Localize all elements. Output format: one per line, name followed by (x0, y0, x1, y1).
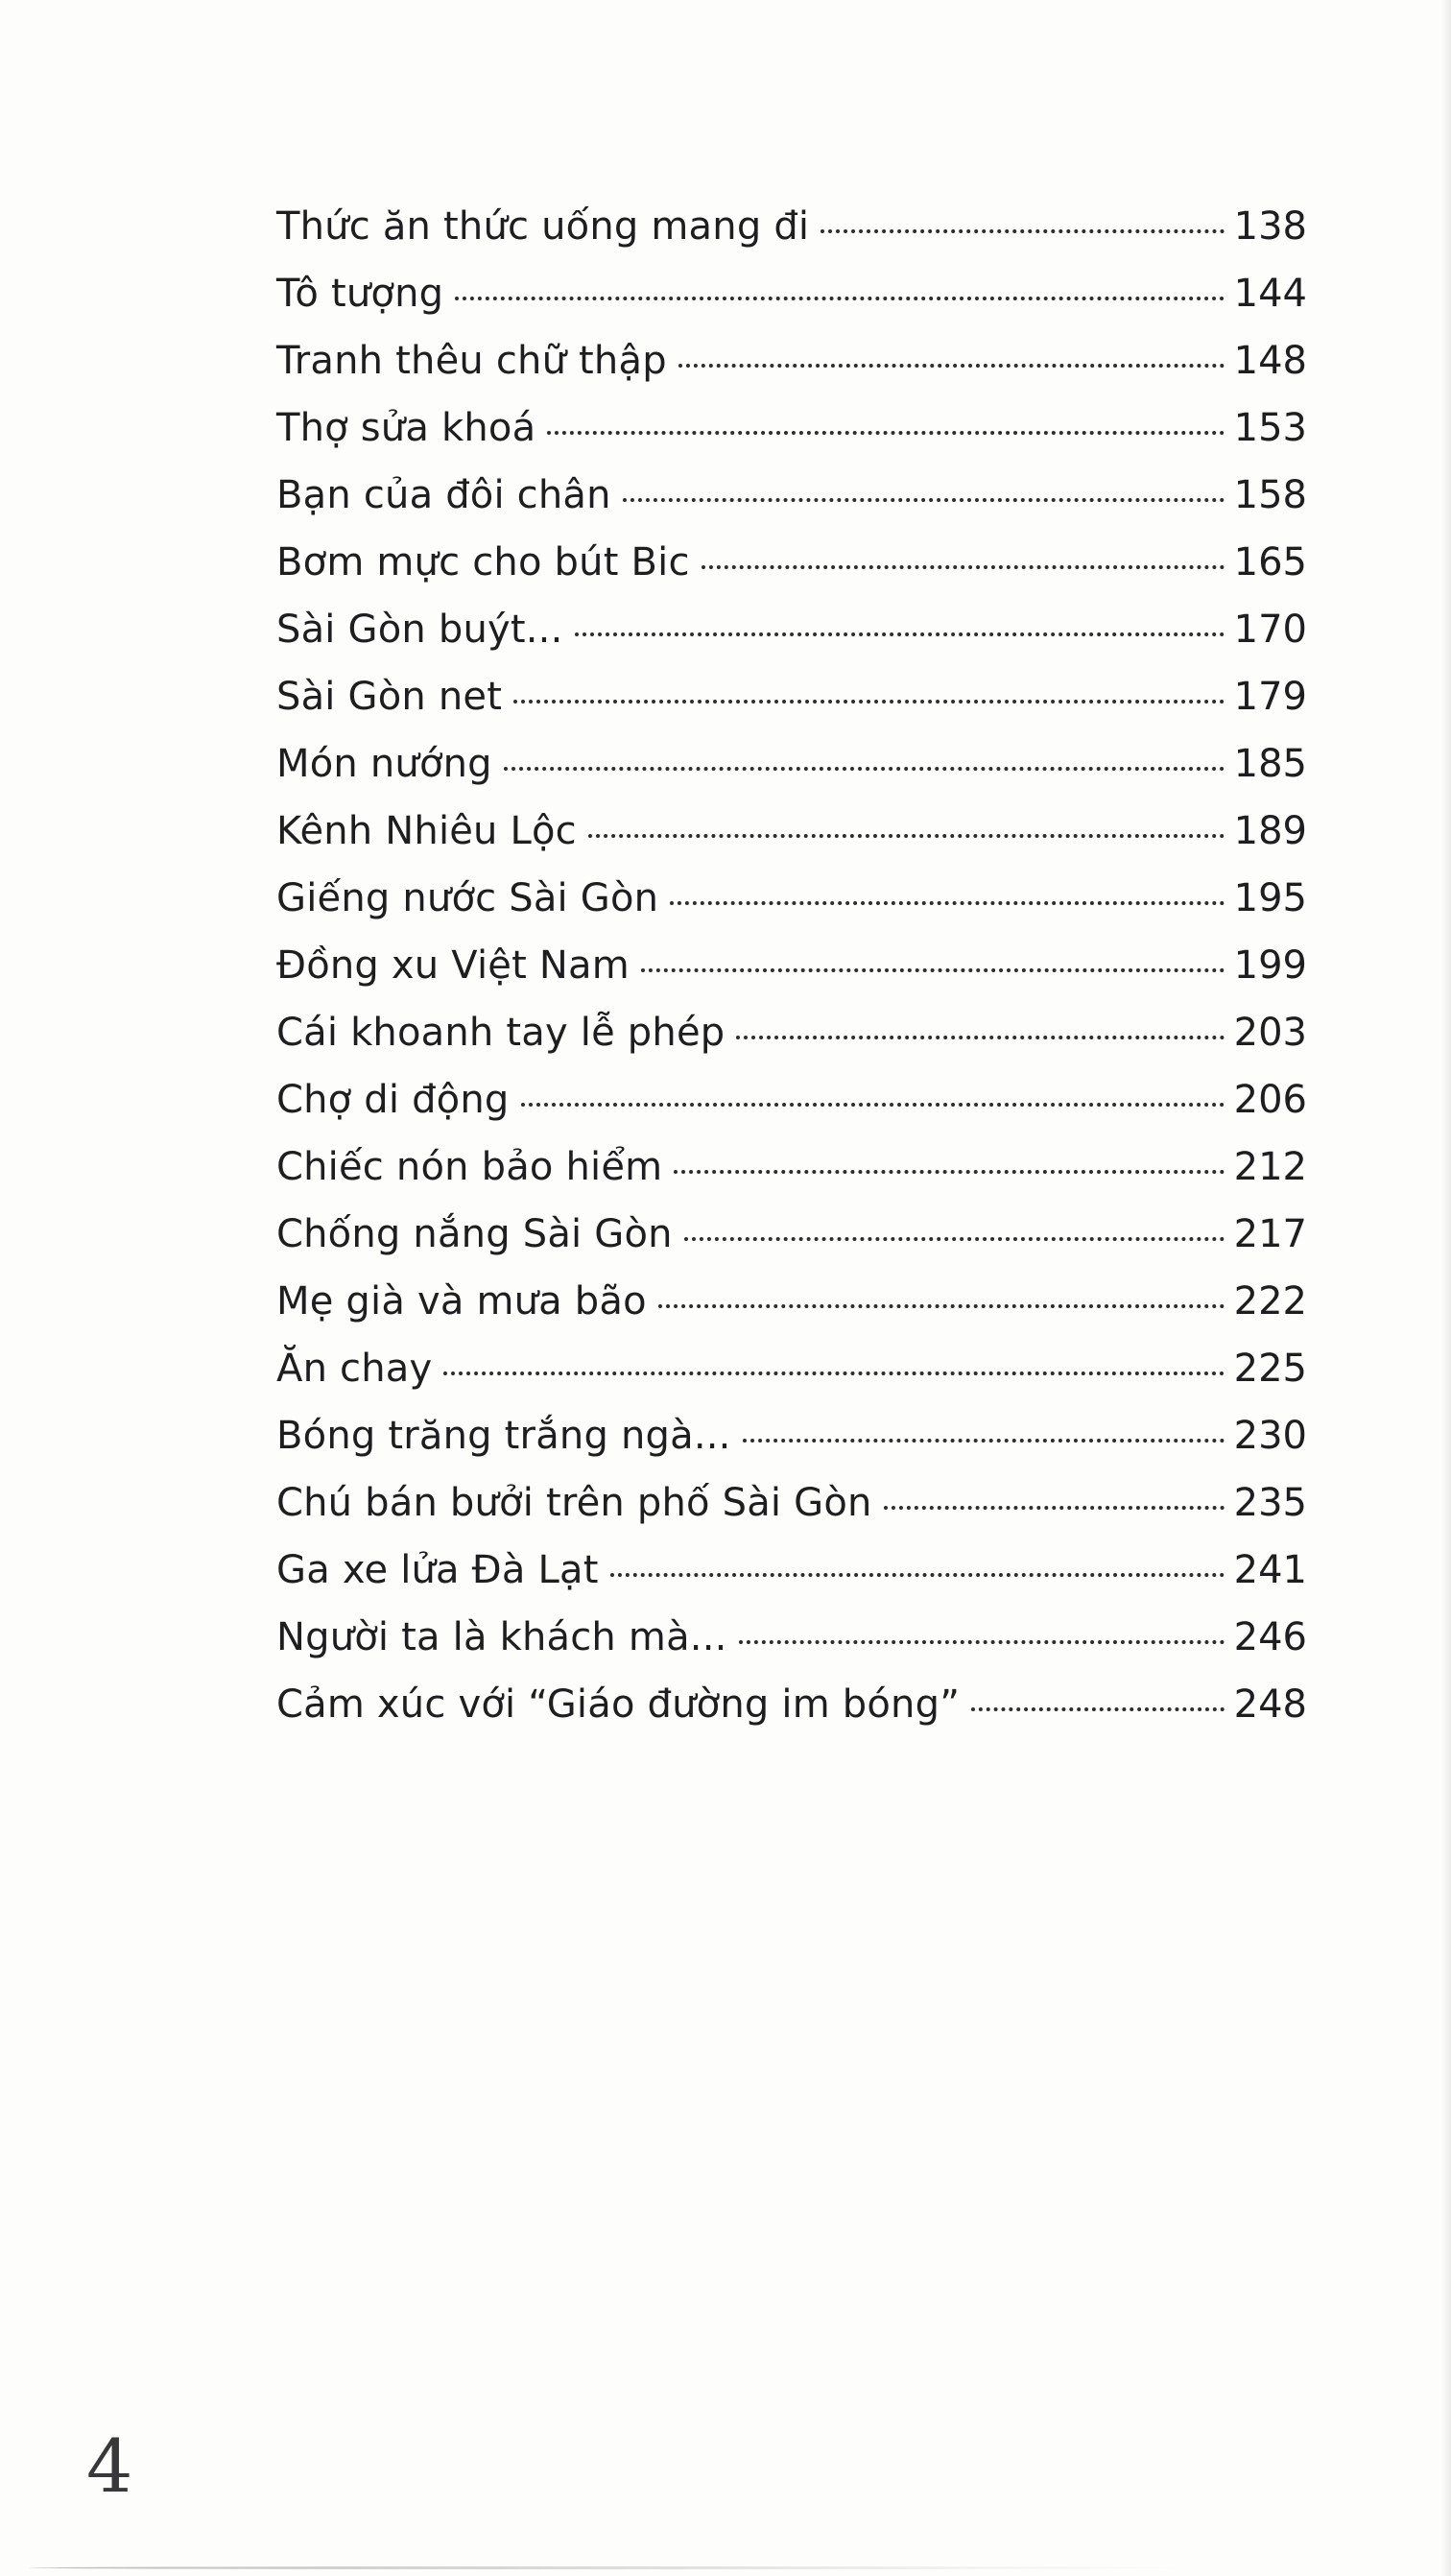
toc-entry-page: 212 (1233, 1145, 1307, 1189)
toc-entry (276, 1078, 1307, 1122)
toc-entry-page: 138 (1233, 204, 1307, 249)
toc-entry (276, 1414, 1307, 1458)
toc-entry (276, 1011, 1307, 1055)
dot-leader (575, 632, 1225, 636)
toc-entry-page: 185 (1233, 742, 1307, 786)
toc-entry-page: 241 (1233, 1548, 1307, 1592)
toc-entry (276, 473, 1307, 517)
toc-entry-title: Bạn của đôi chân (276, 473, 611, 517)
dot-leader (678, 364, 1225, 368)
toc-entry-title: Kênh Nhiêu Lộc (276, 809, 577, 853)
dot-leader (623, 498, 1225, 502)
page-number: 4 (86, 2423, 133, 2509)
toc-entry (276, 339, 1307, 383)
toc-entry-page: 246 (1233, 1615, 1307, 1659)
dot-leader (588, 834, 1225, 838)
toc-entry-title: Chống nắng Sài Gòn (276, 1212, 673, 1256)
toc-entry-title: Tranh thêu chữ thập (276, 339, 667, 383)
toc-entry-title: Ăn chay (276, 1347, 433, 1391)
toc-entry-page: 217 (1233, 1212, 1307, 1256)
toc-entry-page: 222 (1233, 1279, 1307, 1324)
dot-leader (547, 431, 1224, 435)
toc-entry (276, 1279, 1307, 1324)
scan-edge-shadow-right (1441, 0, 1451, 2576)
dot-leader (736, 1036, 1224, 1039)
toc-entry-title: Chiếc nón bảo hiểm (276, 1145, 663, 1189)
toc-entry-page: 170 (1233, 608, 1307, 652)
toc-entry (276, 608, 1307, 652)
dot-leader (884, 1506, 1225, 1510)
toc-entry (276, 742, 1307, 786)
toc-entry-title: Ga xe lửa Đà Lạt (276, 1548, 599, 1592)
toc-entry (276, 809, 1307, 853)
dot-leader (674, 1170, 1224, 1174)
toc-entry (276, 1615, 1307, 1659)
toc-entry-title: Món nướng (276, 742, 492, 786)
table-of-contents (276, 204, 1307, 1727)
toc-entry-title: Cái khoanh tay lễ phép (276, 1011, 726, 1055)
toc-entry (276, 406, 1307, 450)
dot-leader (443, 1371, 1224, 1375)
toc-entry-page: 144 (1233, 272, 1307, 316)
dot-leader (684, 1237, 1225, 1241)
toc-entry-title: Cảm xúc với “Giáo đường im bóng” (276, 1682, 961, 1727)
dot-leader (504, 767, 1225, 771)
dot-leader (455, 297, 1224, 300)
toc-entry-title: Thợ sửa khoá (276, 406, 536, 450)
dot-leader (658, 1304, 1225, 1308)
toc-entry (276, 1682, 1307, 1727)
toc-entry-page: 153 (1233, 406, 1307, 450)
toc-entry-page: 165 (1233, 540, 1307, 584)
toc-entry-title: Tô tượng (276, 272, 444, 316)
toc-entry-title: Bơm mực cho bút Bic (276, 540, 690, 584)
toc-entry (276, 272, 1307, 316)
toc-entry-page: 179 (1233, 675, 1307, 719)
dot-leader (739, 1640, 1225, 1644)
toc-entry-title: Thức ăn thức uống mang đi (276, 204, 810, 249)
toc-entry (276, 204, 1307, 249)
toc-entry (276, 1347, 1307, 1391)
toc-entry-page: 195 (1233, 876, 1307, 920)
dot-leader (521, 1103, 1225, 1107)
dot-leader (702, 565, 1225, 569)
toc-entry-page: 235 (1233, 1481, 1307, 1525)
toc-entry (276, 943, 1307, 988)
toc-entry (276, 1548, 1307, 1592)
toc-entry-title: Người ta là khách mà... (276, 1615, 727, 1659)
dot-leader (610, 1573, 1225, 1577)
toc-entry (276, 1481, 1307, 1525)
toc-entry-title: Chợ di động (276, 1078, 510, 1122)
toc-entry-title: Giếng nước Sài Gòn (276, 876, 659, 920)
toc-entry-page: 206 (1233, 1078, 1307, 1122)
dot-leader (670, 901, 1224, 905)
dot-leader (641, 968, 1225, 972)
toc-entry-title: Chú bán bưởi trên phố Sài Gòn (276, 1481, 872, 1525)
dot-leader (971, 1707, 1225, 1711)
toc-entry-page: 148 (1233, 339, 1307, 383)
toc-entry-title: Bóng trăng trắng ngà... (276, 1414, 731, 1458)
toc-entry (276, 675, 1307, 719)
toc-entry-title: Mẹ già và mưa bão (276, 1279, 647, 1324)
toc-entry (276, 876, 1307, 920)
toc-entry-page: 248 (1233, 1682, 1307, 1727)
dot-leader (513, 700, 1225, 704)
toc-entry-page: 189 (1233, 809, 1307, 853)
toc-entry-title: Đồng xu Việt Nam (276, 943, 630, 988)
dot-leader (743, 1439, 1225, 1443)
toc-entry (276, 1212, 1307, 1256)
toc-entry-page: 203 (1233, 1011, 1307, 1055)
toc-entry-page: 225 (1233, 1347, 1307, 1391)
toc-entry-page: 158 (1233, 473, 1307, 517)
scan-edge-shadow (29, 2566, 1201, 2569)
toc-entry-page: 230 (1233, 1414, 1307, 1458)
toc-entry-title: Sài Gòn net (276, 675, 503, 719)
toc-entry (276, 1145, 1307, 1189)
toc-entry-page: 199 (1233, 943, 1307, 988)
dot-leader (821, 229, 1224, 233)
toc-entry-title: Sài Gòn buýt... (276, 608, 563, 652)
toc-entry (276, 540, 1307, 584)
